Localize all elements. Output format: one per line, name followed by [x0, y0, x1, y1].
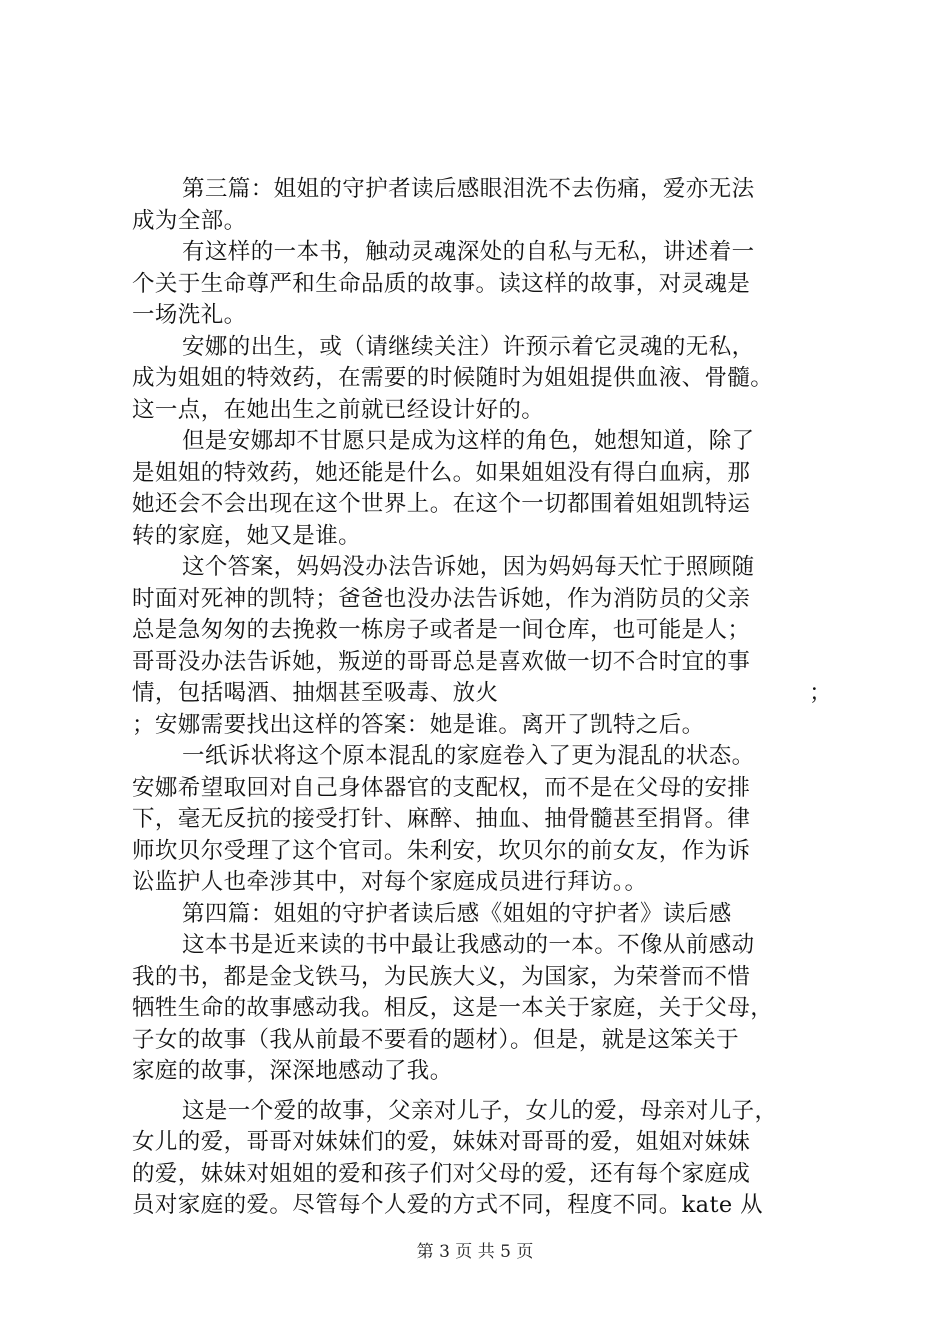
- text-line: 这是一个爱的故事，父亲对儿子，女儿的爱，母亲对儿子，: [182, 1097, 778, 1124]
- text-line-main: 情，包括喝酒、抽烟甚至吸毒、放火: [132, 680, 499, 706]
- text-line-tail: ；: [809, 680, 832, 706]
- text-line: 有这样的一本书，触动灵魂深处的自私与无私，讲述着一: [182, 239, 755, 265]
- page-number-footer: 第 3 页 共 5 页: [416, 1242, 534, 1262]
- section-heading: 第四篇：姐姐的守护者读后感《姐姐的守护者》读后感: [182, 900, 732, 927]
- text-line: 这本书是近来读的书中最让我感动的一本。不像从前感动: [182, 932, 755, 958]
- text-line: 我的书，都是金戈铁马，为民族大义，为国家，为荣誉而不惜: [132, 963, 751, 990]
- text-line: 转的家庭，她又是谁。: [132, 522, 362, 549]
- text-line: 这个答案，妈妈没办法告诉她，因为妈妈每天忙于照顾随: [182, 554, 755, 580]
- text-line: 家庭的故事，深深地感动了我。: [132, 1058, 453, 1084]
- text-line: 安娜的出生，或（请继续关注）许预示着它灵魂的无私，: [182, 333, 755, 360]
- text-line: 女儿的爱，哥哥对妹妹们的爱，妹妹对哥哥的爱，姐姐对妹妹: [132, 1129, 751, 1155]
- text-line: 她还会不会出现在这个世界上。在这个一切都围着姐姐凯特运: [132, 491, 751, 517]
- text-line: 牺牲生命的故事感动我。相反，这是一本关于家庭，关于父母，: [132, 995, 774, 1021]
- text-line: 讼监护人也牵涉其中，对每个家庭成员进行拜访。。: [132, 869, 648, 895]
- text-line: 下，毫无反抗的接受打针、麻醉、抽血、抽骨髓甚至捐肾。律: [132, 806, 751, 832]
- text-line: 的爱，妹妹对姐姐的爱和孩子们对父母的爱，还有每个家庭成: [132, 1160, 751, 1187]
- text-line: 第三篇：姐姐的守护者读后感眼泪洗不去伤痛，爱亦无法: [182, 176, 755, 202]
- text-line: 哥哥没办法告诉她，叛逆的哥哥总是喜欢做一切不合时宜的事: [132, 648, 751, 675]
- text-line: 成为全部。: [132, 207, 247, 234]
- text-line-spread: [132, 678, 832, 710]
- document-body: [132, 174, 832, 1222]
- text-line: 一纸诉状将这个原本混乱的家庭卷入了更为混乱的状态。: [182, 743, 755, 769]
- text-line: 一场洗礼。: [132, 302, 247, 328]
- text-line: 这一点，在她出生之前就已经设计好的。: [132, 396, 545, 423]
- text-line: 成为姐姐的特效药，在需要的时候随时为姐姐提供血液、骨髓。: [132, 365, 774, 391]
- text-line: 时面对死神的凯特；爸爸也没办法告诉她，作为消防员的父亲: [132, 585, 751, 612]
- text-line: 员对家庭的爱。尽管每个人爱的方式不同，程度不同。kate 从: [132, 1192, 764, 1218]
- text-line: ；安娜需要找出这样的答案：她是谁。离开了凯特之后。: [132, 711, 705, 738]
- text-line: 是姐姐的特效药，她还能是什么。如果姐姐没有得白血病，那: [132, 459, 751, 486]
- text-line: 师坎贝尔受理了这个官司。朱利安，坎贝尔的前女友，作为诉: [132, 837, 751, 864]
- text-line: 但是安娜却不甘愿只是成为这样的角色，她想知道，除了: [182, 428, 755, 454]
- text-line: 子女的故事（我从前最不要看的题材）。但是，就是这笨关于: [132, 1026, 740, 1053]
- text-line: 安娜希望取回对自己身体器官的支配权，而不是在父母的安排: [132, 774, 751, 801]
- text-line: 总是急匆匆的去挽救一栋房子或者是一间仓库，也可能是人；: [132, 617, 751, 643]
- text-line: 个关于生命尊严和生命品质的故事。读这样的故事，对灵魂是: [132, 270, 751, 297]
